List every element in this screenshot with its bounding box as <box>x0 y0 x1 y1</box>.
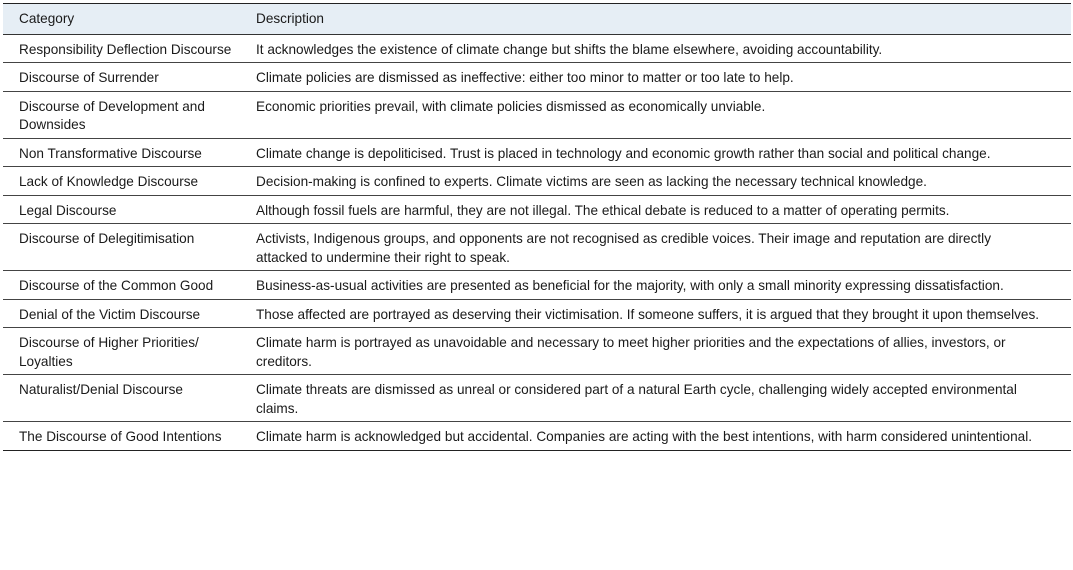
category-cell: Naturalist/Denial Discourse <box>3 375 243 422</box>
description-cell: Business-as-usual activities are presented as beneficial for the majority, with only a small minority expressing dissatisfaction. <box>243 271 1071 300</box>
category-cell: Discourse of Higher Priorities/ Loyalties <box>3 328 243 375</box>
description-cell: Although fossil fuels are harmful, they are not illegal. The ethical debate is reduced to a matter of operating permits. <box>243 195 1071 224</box>
category-cell: Denial of the Victim Discourse <box>3 299 243 328</box>
description-cell: Climate harm is portrayed as unavoidable and necessary to meet higher priorities and the expectations of allies, investors, or creditors. <box>243 328 1071 375</box>
description-cell: Decision-making is confined to experts. Climate victims are seen as lacking the necessary technical knowledge. <box>243 167 1071 196</box>
description-cell: Climate threats are dismissed as unreal or considered part of a natural Earth cycle, challenging widely accepted environmental claims. <box>243 375 1071 422</box>
table-row <box>3 375 1071 422</box>
table-header <box>3 4 1071 35</box>
description-cell: It acknowledges the existence of climate change but shifts the blame elsewhere, avoiding accountability. <box>243 34 1071 63</box>
table-row <box>3 138 1071 167</box>
category-cell: The Discourse of Good Intentions <box>3 422 243 451</box>
table-row <box>3 91 1071 138</box>
table-body <box>3 34 1071 450</box>
table-row <box>3 63 1071 92</box>
description-cell: Activists, Indigenous groups, and opponents are not recognised as credible voices. Their image and reputation are directly attacked to undermine their right to speak. <box>243 224 1071 271</box>
category-cell: Discourse of Delegitimisation <box>3 224 243 271</box>
table-row <box>3 195 1071 224</box>
category-cell: Legal Discourse <box>3 195 243 224</box>
table-row <box>3 34 1071 63</box>
description-cell: Climate change is depoliticised. Trust is placed in technology and economic growth rather than social and political change. <box>243 138 1071 167</box>
header-description: Description <box>243 4 1071 35</box>
description-cell: Climate policies are dismissed as ineffective: either too minor to matter or too late to help. <box>243 63 1071 92</box>
table-row <box>3 328 1071 375</box>
table-row <box>3 224 1071 271</box>
category-cell: Discourse of the Common Good <box>3 271 243 300</box>
category-cell: Non Transformative Discourse <box>3 138 243 167</box>
category-cell: Discourse of Development and Downsides <box>3 91 243 138</box>
description-cell: Economic priorities prevail, with climate policies dismissed as economically unviable. <box>243 91 1071 138</box>
category-cell: Lack of Knowledge Discourse <box>3 167 243 196</box>
category-cell: Discourse of Surrender <box>3 63 243 92</box>
table-row <box>3 271 1071 300</box>
discourse-table-container <box>3 3 1071 451</box>
table-row <box>3 422 1071 451</box>
discourse-table <box>3 3 1071 451</box>
category-cell: Responsibility Deflection Discourse <box>3 34 243 63</box>
description-cell: Climate harm is acknowledged but accidental. Companies are acting with the best intentions, with harm considered unintentional. <box>243 422 1071 451</box>
header-row <box>3 4 1071 35</box>
header-category: Category <box>3 4 243 35</box>
table-row <box>3 299 1071 328</box>
table-row <box>3 167 1071 196</box>
description-cell: Those affected are portrayed as deserving their victimisation. If someone suffers, it is argued that they brought it upon themselves. <box>243 299 1071 328</box>
